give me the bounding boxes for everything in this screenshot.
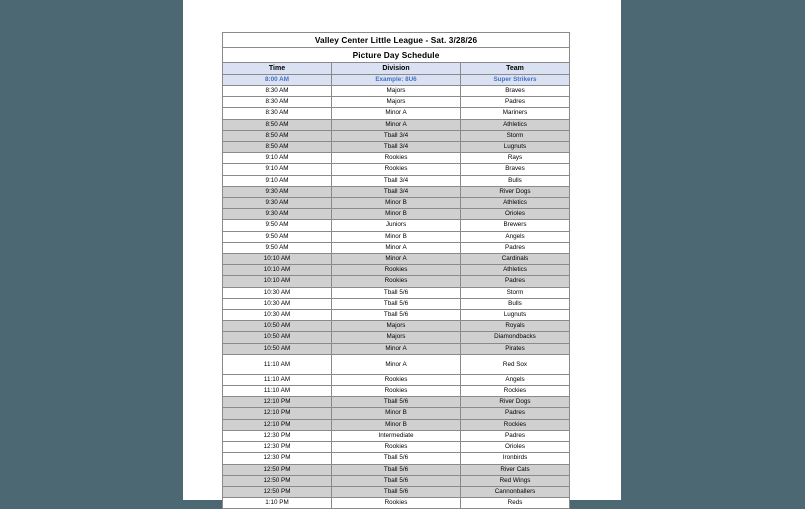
column-header-row <box>223 63 570 75</box>
table-row <box>223 298 570 309</box>
row-cell-division: Rookies <box>332 498 461 509</box>
row-cell-team: Lugnuts <box>461 310 570 321</box>
row-cell-division: Rookies <box>332 374 461 385</box>
table-row <box>223 321 570 332</box>
row-cell-division: Minor B <box>332 231 461 242</box>
row-cell-time: 10:10 AM <box>223 254 332 265</box>
row-cell-time: 12:50 PM <box>223 464 332 475</box>
table-row <box>223 374 570 385</box>
row-cell-time: 12:10 PM <box>223 419 332 430</box>
row-cell-division: Rookies <box>332 265 461 276</box>
row-cell-team: Angels <box>461 231 570 242</box>
row-cell-division: Tball 5/6 <box>332 397 461 408</box>
document-title-line2: Picture Day Schedule <box>223 48 570 63</box>
example-division: Example: 8U6 <box>332 75 461 86</box>
row-cell-time: 12:10 PM <box>223 397 332 408</box>
row-cell-time: 8:50 AM <box>223 142 332 153</box>
table-row <box>223 119 570 130</box>
row-cell-team: Padres <box>461 408 570 419</box>
row-cell-time: 12:30 PM <box>223 430 332 441</box>
table-row <box>223 153 570 164</box>
table-row <box>223 242 570 253</box>
row-cell-division: Rookies <box>332 386 461 397</box>
example-row <box>223 75 570 86</box>
table-row <box>223 430 570 441</box>
row-cell-division: Tball 5/6 <box>332 464 461 475</box>
row-cell-team: Padres <box>461 276 570 287</box>
row-cell-time: 12:10 PM <box>223 408 332 419</box>
document-title-line1: Valley Center Little League - Sat. 3/28/26 <box>223 33 570 48</box>
row-cell-time: 12:50 PM <box>223 475 332 486</box>
row-cell-time: 8:50 AM <box>223 130 332 141</box>
table-row <box>223 86 570 97</box>
row-cell-time: 10:50 AM <box>223 332 332 343</box>
row-cell-team: Cannonballers <box>461 486 570 497</box>
row-cell-time: 10:50 AM <box>223 343 332 354</box>
row-cell-time: 10:30 AM <box>223 287 332 298</box>
column-header-division: Division <box>332 63 461 75</box>
row-cell-time: 8:30 AM <box>223 108 332 119</box>
row-cell-time: 11:10 AM <box>223 374 332 385</box>
table-row <box>223 442 570 453</box>
row-cell-division: Rookies <box>332 442 461 453</box>
table-row <box>223 265 570 276</box>
table-row <box>223 343 570 354</box>
row-cell-team: River Dogs <box>461 186 570 197</box>
row-cell-time: 9:10 AM <box>223 164 332 175</box>
table-row <box>223 130 570 141</box>
row-cell-time: 10:50 AM <box>223 321 332 332</box>
row-cell-time: 9:50 AM <box>223 231 332 242</box>
schedule-table-body <box>223 33 570 509</box>
row-cell-time: 9:10 AM <box>223 153 332 164</box>
row-cell-division: Majors <box>332 321 461 332</box>
table-row <box>223 419 570 430</box>
row-cell-division: Rookies <box>332 276 461 287</box>
row-cell-time: 9:10 AM <box>223 175 332 186</box>
row-cell-team: Cardinals <box>461 254 570 265</box>
row-cell-team: Storm <box>461 130 570 141</box>
row-cell-team: Padres <box>461 430 570 441</box>
row-cell-time: 10:30 AM <box>223 310 332 321</box>
row-cell-team: Mariners <box>461 108 570 119</box>
row-cell-team: Athletics <box>461 265 570 276</box>
table-row <box>223 332 570 343</box>
row-cell-team: Orioles <box>461 209 570 220</box>
row-cell-division: Minor B <box>332 198 461 209</box>
row-cell-division: Majors <box>332 97 461 108</box>
table-row <box>223 498 570 509</box>
row-cell-team: Rays <box>461 153 570 164</box>
example-time: 8:00 AM <box>223 75 332 86</box>
row-cell-division: Tball 5/6 <box>332 287 461 298</box>
row-cell-time: 10:30 AM <box>223 298 332 309</box>
title-row-primary <box>223 33 570 48</box>
row-cell-team: Braves <box>461 164 570 175</box>
row-cell-time: 12:30 PM <box>223 453 332 464</box>
row-cell-team: Brewers <box>461 220 570 231</box>
row-cell-time: 12:30 PM <box>223 442 332 453</box>
table-row <box>223 97 570 108</box>
table-row <box>223 108 570 119</box>
table-row <box>223 209 570 220</box>
table-row <box>223 276 570 287</box>
row-cell-time: 9:30 AM <box>223 186 332 197</box>
row-cell-team: Lugnuts <box>461 142 570 153</box>
table-row <box>223 287 570 298</box>
row-cell-team: Bulls <box>461 175 570 186</box>
schedule-container <box>222 32 569 509</box>
row-cell-division: Tball 5/6 <box>332 475 461 486</box>
row-cell-time: 8:50 AM <box>223 119 332 130</box>
row-cell-team: Red Sox <box>461 354 570 374</box>
table-row <box>223 453 570 464</box>
row-cell-team: Athletics <box>461 119 570 130</box>
row-cell-team: Athletics <box>461 198 570 209</box>
row-cell-time: 9:50 AM <box>223 220 332 231</box>
row-cell-division: Tball 3/4 <box>332 186 461 197</box>
row-cell-division: Minor B <box>332 419 461 430</box>
table-row <box>223 464 570 475</box>
table-row <box>223 198 570 209</box>
row-cell-division: Minor A <box>332 119 461 130</box>
row-cell-division: Tball 3/4 <box>332 142 461 153</box>
table-row <box>223 408 570 419</box>
row-cell-team: Reds <box>461 498 570 509</box>
row-cell-division: Tball 5/6 <box>332 310 461 321</box>
row-cell-team: River Dogs <box>461 397 570 408</box>
row-cell-division: Tball 5/6 <box>332 298 461 309</box>
row-cell-team: Orioles <box>461 442 570 453</box>
row-cell-division: Minor A <box>332 354 461 374</box>
row-cell-time: 11:10 AM <box>223 386 332 397</box>
row-cell-division: Tball 5/6 <box>332 486 461 497</box>
row-cell-division: Rookies <box>332 164 461 175</box>
row-cell-team: Royals <box>461 321 570 332</box>
row-cell-time: 9:30 AM <box>223 198 332 209</box>
row-cell-division: Tball 5/6 <box>332 453 461 464</box>
table-row <box>223 475 570 486</box>
row-cell-division: Majors <box>332 332 461 343</box>
row-cell-division: Tball 3/4 <box>332 175 461 186</box>
table-row <box>223 486 570 497</box>
table-row <box>223 310 570 321</box>
picture-day-schedule-table <box>222 32 570 509</box>
row-cell-division: Majors <box>332 86 461 97</box>
title-row-secondary <box>223 48 570 63</box>
row-cell-division: Rookies <box>332 153 461 164</box>
column-header-time: Time <box>223 63 332 75</box>
row-cell-team: Rockies <box>461 386 570 397</box>
row-cell-team: Angels <box>461 374 570 385</box>
table-row <box>223 175 570 186</box>
row-cell-team: Padres <box>461 242 570 253</box>
table-row <box>223 231 570 242</box>
row-cell-time: 10:10 AM <box>223 276 332 287</box>
row-cell-division: Minor A <box>332 343 461 354</box>
table-row <box>223 142 570 153</box>
table-row <box>223 397 570 408</box>
row-cell-team: Pirates <box>461 343 570 354</box>
row-cell-division: Tball 3/4 <box>332 130 461 141</box>
row-cell-team: Ironbirds <box>461 453 570 464</box>
row-cell-time: 8:30 AM <box>223 97 332 108</box>
table-row <box>223 220 570 231</box>
column-header-team: Team <box>461 63 570 75</box>
row-cell-time: 10:10 AM <box>223 265 332 276</box>
row-cell-division: Minor B <box>332 408 461 419</box>
document-page <box>183 0 621 507</box>
row-cell-team: Storm <box>461 287 570 298</box>
table-row <box>223 254 570 265</box>
example-team: Super Strikers <box>461 75 570 86</box>
row-cell-team: Braves <box>461 86 570 97</box>
row-cell-time: 9:30 AM <box>223 209 332 220</box>
row-cell-division: Minor B <box>332 209 461 220</box>
row-cell-division: Minor A <box>332 108 461 119</box>
row-cell-division: Minor A <box>332 242 461 253</box>
row-cell-team: Padres <box>461 97 570 108</box>
row-cell-team: Red Wings <box>461 475 570 486</box>
row-cell-division: Intermediate <box>332 430 461 441</box>
row-cell-time: 11:10 AM <box>223 354 332 374</box>
row-cell-team: Diamondbacks <box>461 332 570 343</box>
row-cell-division: Juniors <box>332 220 461 231</box>
row-cell-time: 1:10 PM <box>223 498 332 509</box>
row-cell-team: Rockies <box>461 419 570 430</box>
table-row <box>223 354 570 374</box>
row-cell-team: Bulls <box>461 298 570 309</box>
row-cell-time: 9:50 AM <box>223 242 332 253</box>
row-cell-division: Minor A <box>332 254 461 265</box>
row-cell-team: River Cats <box>461 464 570 475</box>
table-row <box>223 386 570 397</box>
row-cell-time: 8:30 AM <box>223 86 332 97</box>
table-row <box>223 186 570 197</box>
table-row <box>223 164 570 175</box>
row-cell-time: 12:50 PM <box>223 486 332 497</box>
